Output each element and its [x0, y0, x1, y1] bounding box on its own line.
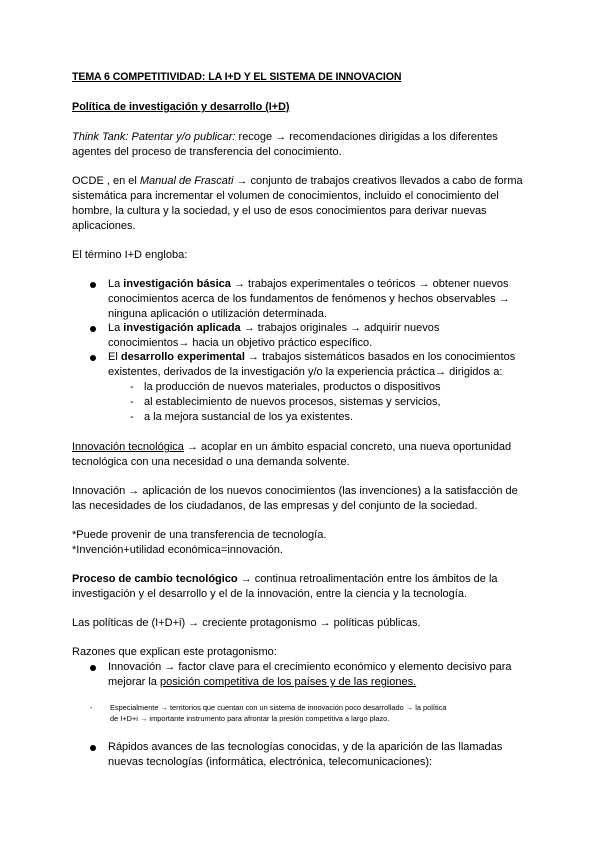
think-tank-italic: Think Tank: Patentar y/o publicar:	[72, 131, 236, 143]
innovacion-line1: Innovación → aplicación de los nuevos conocimientos (las invenciones) a la satisfacción de	[72, 485, 518, 497]
ocde-rest: → conjunto de trabajos creativos llevados a cabo de forma	[233, 175, 523, 187]
think-tank-line2: agentes del proceso de transferencia del conocimiento.	[72, 146, 342, 158]
list-item-desarrollo-line2: existentes, derivados de la investigación y/o la experiencia práctica→ dirigidos a:	[108, 366, 503, 378]
razon-item-underlined: posición competitiva de los países y de las regiones.	[159, 676, 417, 688]
dash-icon: -	[130, 396, 134, 408]
politicas-text: Las políticas de (I+D+i) → creciente protagonismo → políticas públicas.	[72, 617, 421, 629]
dash-icon: -	[130, 411, 134, 423]
note-line: *Invención+utilidad económica=innovación.	[72, 544, 283, 556]
list-item-aplicada-line1	[108, 321, 439, 336]
list-item-desarrollo-line1	[108, 350, 515, 365]
proceso-line2: investigación y el desarrollo y el de la innovación, entre la ciencia y la tecnología.	[72, 588, 468, 600]
small-note-line2: de I+D+i → importante instrumento para afrontar la presión competitiva a largo plazo.	[110, 714, 390, 723]
ocde-pre: OCDE , en el	[72, 175, 140, 187]
engloba-text: El término I+D engloba:	[72, 249, 188, 261]
innov-tec-line2: tecnológica con una necesidad o una demanda solvente.	[72, 456, 350, 468]
think-tank-rest: recoge → recomendaciones dirigidas a los diferentes	[235, 131, 498, 143]
list-item-bold: desarrollo experimental	[120, 351, 245, 363]
list-item-rest: → trabajos experimentales o teóricos → obtener nuevos	[230, 278, 509, 290]
ocde-line3: hombre, la cultura y la sociedad, y el uso de esos conocimientos para derivar nuevas	[72, 205, 487, 217]
list-item-basica-line3: ninguna aplicación o utilización determinada.	[108, 308, 327, 320]
think-tank-line1	[72, 130, 498, 145]
list-item-basica-line1	[108, 277, 509, 292]
document-title: TEMA 6 COMPETITIVIDAD: LA I+D Y EL SISTEMA DE INNOVACION	[72, 71, 402, 83]
razon-item-line2	[108, 675, 416, 690]
list-item-rest: → trabajos sistemáticos basados en los conocimientos	[244, 351, 516, 363]
list-item-pre: La	[108, 322, 124, 334]
bullet-icon	[90, 745, 96, 751]
bullet-icon	[90, 355, 96, 361]
avances-line2: nuevas tecnologías (informática, electrónica, telecomunicaciones):	[108, 756, 433, 768]
sublist-item: a la mejora sustancial de los ya existentes.	[144, 411, 354, 423]
innov-tec-line1	[72, 440, 511, 455]
list-item-rest: → trabajos originales → adquirir nuevos	[240, 322, 440, 334]
ocde-italic: Manual de Frascati	[139, 175, 234, 187]
list-item-pre: La	[108, 278, 124, 290]
section-heading-politica: Política de investigación y desarrollo (I+D)	[72, 101, 290, 113]
ocde-line4: aplicaciones.	[72, 220, 136, 232]
avances-line1: Rápidos avances de las tecnologías conocidas, y de la aparición de las llamadas	[108, 741, 503, 753]
list-item-basica-line2: conocimientos acerca de los fundamentos de fenómenos y hechos observables →	[108, 293, 510, 305]
list-item-bold: investigación básica	[123, 278, 231, 290]
bullet-icon	[90, 282, 96, 288]
innovacion-line2: las necesidades de los ciudadanos, de las empresas y del conjunto de la sociedad.	[72, 500, 478, 512]
bullet-icon	[90, 665, 96, 671]
dash-icon: -	[90, 703, 93, 712]
note-line: *Puede provenir de una transferencia de tecnología.	[72, 529, 327, 541]
dash-icon: -	[130, 381, 134, 393]
small-note-line1: Especialmente → territorios que cuentan con un sistema de innovación poco desarrollado → la política	[110, 703, 447, 712]
razones-text: Razones que explican este protagonismo:	[72, 646, 277, 658]
razon-item-line1: Innovación → factor clave para el crecimiento económico y elemento decisivo para	[108, 661, 512, 673]
sublist-item: la producción de nuevos materiales, productos o dispositivos	[144, 381, 441, 393]
innov-tec-term: Innovación tecnológica	[72, 441, 184, 453]
proceso-term: Proceso de cambio tecnológico	[72, 573, 238, 585]
sublist-item: al establecimiento de nuevos procesos, sistemas y servicios,	[144, 396, 441, 408]
list-item-bold: investigación aplicada	[123, 322, 241, 334]
list-item-pre: El	[108, 351, 121, 363]
ocde-line2: sistemática para incrementar el volumen de conocimientos, incluido el conocimiento del	[72, 190, 499, 202]
bullet-icon	[90, 326, 96, 332]
proceso-line1	[72, 572, 498, 587]
razon-item-pre: mejorar la	[108, 676, 160, 688]
proceso-rest: → continua retroalimentación entre los ámbitos de la	[237, 573, 498, 585]
list-item-aplicada-line2: conocimientos→ hacia un objetivo práctico específico.	[108, 337, 373, 349]
ocde-line1	[72, 174, 523, 189]
innov-tec-rest: → acoplar en un ámbito espacial concreto, una nueva oportunidad	[183, 441, 512, 453]
